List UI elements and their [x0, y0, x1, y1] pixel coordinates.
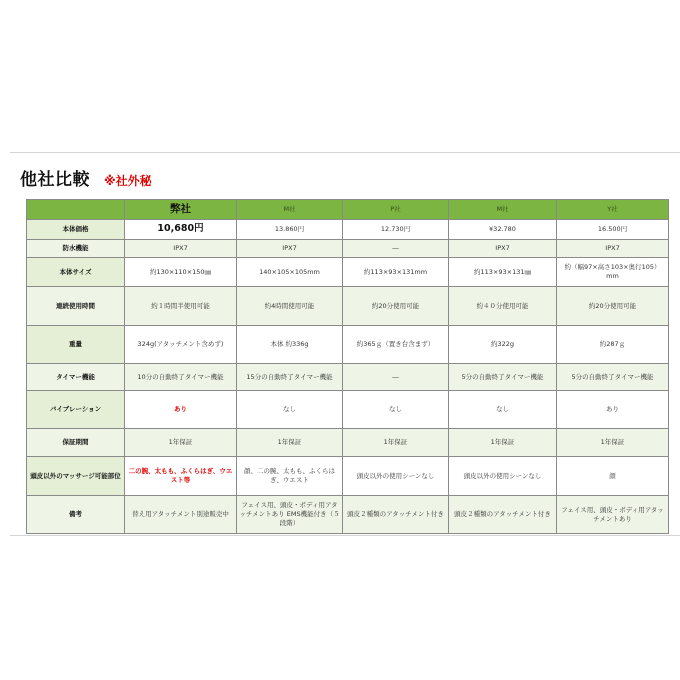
- table-row-notes: [27, 496, 669, 534]
- table-cell: 1年保証: [125, 429, 237, 457]
- table-cell: 約4時間使用可能: [237, 287, 343, 326]
- table-cell: 約113×93×131mm: [343, 258, 449, 287]
- row-label: 保証期間: [27, 429, 125, 457]
- table-cell: 324g(アタッチメント含めず): [125, 326, 237, 364]
- column-header-own: 弊社: [125, 200, 237, 220]
- header-corner: [27, 200, 125, 220]
- table-cell: 5分の自動終了タイマー機能: [449, 364, 557, 391]
- comparison-slide: [10, 152, 680, 536]
- row-label: 防水機能: [27, 240, 125, 258]
- table-row-warranty: [27, 429, 669, 457]
- table-cell: IPX7: [125, 240, 237, 258]
- table-cell: 1年保証: [557, 429, 669, 457]
- table-cell: 16.500円: [557, 220, 669, 240]
- table-cell: IPX7: [449, 240, 557, 258]
- table-cell: 12.730円: [343, 220, 449, 240]
- table-cell: 二の腕、太もも、ふくらはぎ、ウエスト等: [125, 457, 237, 496]
- table-cell: 顔、二の腕、太もも、ふくらはぎ、ウエスト: [237, 457, 343, 496]
- table-cell: あり: [557, 391, 669, 429]
- table-row-weight: [27, 326, 669, 364]
- table-cell: 顔: [557, 457, 669, 496]
- row-label: 備考: [27, 496, 125, 534]
- table-cell: 約287ｇ: [557, 326, 669, 364]
- table-cell: なし: [343, 391, 449, 429]
- table-row-runtime: [27, 287, 669, 326]
- row-label: 頭皮以外のマッサージ可能部位: [27, 457, 125, 496]
- table-row-timer: [27, 364, 669, 391]
- table-cell: 約（幅97×高さ103×奥行105）mm: [557, 258, 669, 287]
- table-cell: 140×105×105mm: [237, 258, 343, 287]
- table-cell: 5分の自動終了タイマー機能: [557, 364, 669, 391]
- table-row-size: [27, 258, 669, 287]
- table-cell: 替え用アタッチメント別途販売中: [125, 496, 237, 534]
- table-cell: 15分の自動終了タイマー機能: [237, 364, 343, 391]
- table-row-vibration: [27, 391, 669, 429]
- table-cell: 本体 約336g: [237, 326, 343, 364]
- row-label: 本体価格: [27, 220, 125, 240]
- table-cell: 頭皮２種類のアタッチメント付き: [343, 496, 449, 534]
- table-cell: 1年保証: [343, 429, 449, 457]
- table-cell: なし: [237, 391, 343, 429]
- table-row-massage-areas: [27, 457, 669, 496]
- table-cell: 頭皮以外の使用シーンなし: [449, 457, 557, 496]
- row-label: 本体サイズ: [27, 258, 125, 287]
- table-cell: 約20分使用可能: [557, 287, 669, 326]
- table-cell: IPX7: [237, 240, 343, 258]
- table-row-waterproof: [27, 240, 669, 258]
- table-cell: 10,680円: [125, 220, 237, 240]
- table-cell: 1年保証: [237, 429, 343, 457]
- table-cell: IPX7: [557, 240, 669, 258]
- row-label: タイマー機能: [27, 364, 125, 391]
- column-header-m1: M社: [237, 200, 343, 220]
- table-cell: 約113×93×131㎜: [449, 258, 557, 287]
- table-cell: あり: [125, 391, 237, 429]
- table-cell: 13.860円: [237, 220, 343, 240]
- row-label: 連続使用時間: [27, 287, 125, 326]
- table-header-row: [27, 200, 669, 220]
- column-header-p: P社: [343, 200, 449, 220]
- table-cell: 約20分使用可能: [343, 287, 449, 326]
- table-cell: 頭皮２種類のアタッチメント付き: [449, 496, 557, 534]
- table-cell: 約４０分使用可能: [449, 287, 557, 326]
- column-header-m2: M社: [449, 200, 557, 220]
- table-cell: 頭皮以外の使用シーンなし: [343, 457, 449, 496]
- table-cell: 約365ｇ（置き台含まず）: [343, 326, 449, 364]
- title-row: [20, 165, 152, 191]
- row-label: バイブレーション: [27, 391, 125, 429]
- table-cell: ―: [343, 240, 449, 258]
- table-cell: 約１時間半使用可能: [125, 287, 237, 326]
- row-label: 重量: [27, 326, 125, 364]
- table-cell: 10分の自動終了タイマー機能: [125, 364, 237, 391]
- table-row-price: [27, 220, 669, 240]
- comparison-table: [26, 199, 669, 534]
- table-cell: ¥32.780: [449, 220, 557, 240]
- confidential-label: ※社外秘: [104, 174, 152, 188]
- table-cell: なし: [449, 391, 557, 429]
- table-cell: 約322g: [449, 326, 557, 364]
- page-title: 他社比較: [20, 170, 90, 190]
- table-cell: フェイス用、頭皮・ボディ用アタッチメントあり EMS機能付き（５段階）: [237, 496, 343, 534]
- table-cell: 1年保証: [449, 429, 557, 457]
- table-cell: ―: [343, 364, 449, 391]
- column-header-y: Y社: [557, 200, 669, 220]
- table-cell: フェイス用、頭皮・ボディ用アタッチメントあり: [557, 496, 669, 534]
- table-cell: 約130×110×150㎜: [125, 258, 237, 287]
